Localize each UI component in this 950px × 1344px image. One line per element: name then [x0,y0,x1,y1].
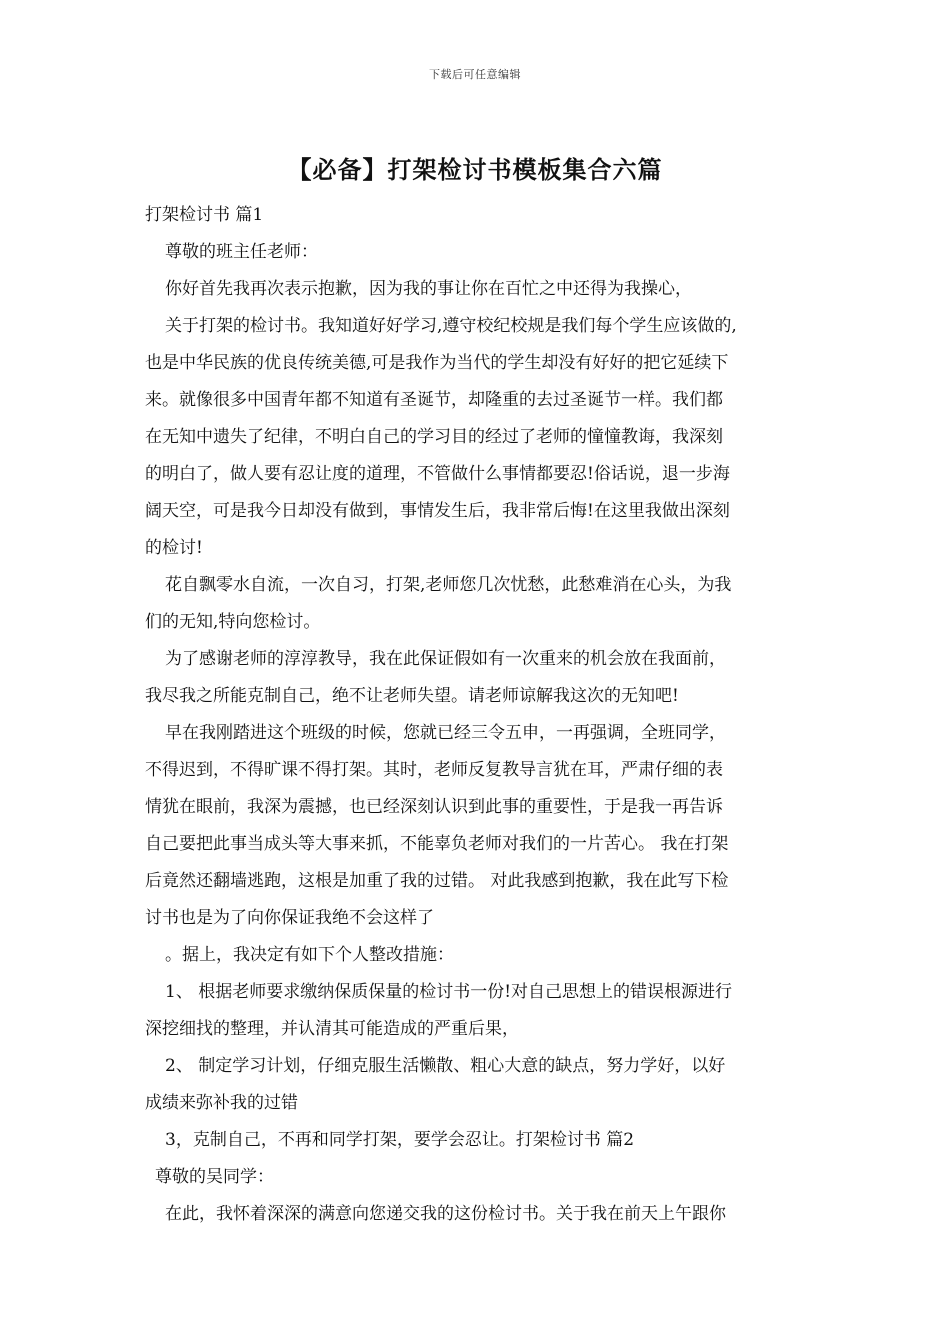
body-line: 的明白了，做人要有忍让度的道理，不管做什么事情都要忍!俗话说，退一步海 [145,464,730,484]
body-line: 的检讨! [145,538,203,558]
body-line: 来。就像很多中国青年都不知道有圣诞节，却隆重的去过圣诞节一样。我们都 [145,390,723,410]
body-line: 情犹在眼前，我深为震撼，也已经深刻认识到此事的重要性，于是我一再告诉 [145,797,723,817]
body-line: 不得迟到，不得旷课不得打架。其时，老师反复教导言犹在耳，严肃仔细的表 [145,760,723,780]
body-line: 2、 制定学习计划，仔细克服生活懒散、粗心大意的缺点，努力学好，以好 [165,1056,726,1076]
body-line: 尊敬的班主任老师： [165,242,318,262]
body-line: 深挖细找的整理，并认清其可能造成的严重后果， [145,1019,519,1039]
body-line: 们的无知,特向您检讨。 [145,612,321,632]
document-body [145,197,813,1233]
body-line: 关于打架的检讨书。我知道好好学习,遵守校纪校规是我们每个学生应该做的, [165,316,737,336]
body-line: 阔天空，可是我今日却没有做到，事情发生后，我非常后悔!在这里我做出深刻 [145,501,730,521]
body-line: 在此，我怀着深深的满意向您递交我的这份检讨书。关于我在前天上午跟你 [165,1204,726,1224]
body-line: 尊敬的吴同学： [155,1167,274,1187]
body-line: 1、 根据老师要求缴纳保质保量的检讨书一份!对自己思想上的错误根源进行 [165,982,733,1002]
body-line: 讨书也是为了向你保证我绝不会这样了 [145,908,434,928]
page-header-note: 下载后可任意编辑 [429,68,521,81]
body-line: 为了感谢老师的淳淳教导，我在此保证假如有一次重来的机会放在我面前， [165,649,726,669]
body-line: 。据上，我决定有如下个人整改措施： [165,945,454,965]
body-line: 自己要把此事当成头等大事来抓，不能辜负老师对我们的一片苦心。 我在打架 [145,834,729,854]
body-line: 花自飘零水自流，一次自习，打架,老师您几次忧愁，此愁难消在心头，为我 [165,575,732,595]
body-line: 后竟然还翻墙逃跑，这根是加重了我的过错。 对此我感到抱歉，我在此写下检 [145,871,729,891]
body-line: 你好首先我再次表示抱歉，因为我的事让你在百忙之中还得为我操心， [165,279,692,299]
body-line: 成绩来弥补我的过错 [145,1093,298,1113]
body-line: 也是中华民族的优良传统美德,可是我作为当代的学生却没有好好的把它延续下 [145,353,729,373]
body-line: 在无知中遗失了纪律，不明白自己的学习目的经过了老师的憧憧教诲，我深刻 [145,427,723,447]
body-line: 早在我刚踏进这个班级的时候，您就已经三令五申，一再强调，全班同学， [165,723,726,743]
document-title: 【必备】打架检讨书模板集合六篇 [287,155,663,184]
body-line: 打架检讨书 篇1 [145,205,264,225]
body-line: 我尽我之所能克制自己，绝不让老师失望。请老师谅解我这次的无知吧! [145,686,679,706]
body-line: 3，克制自己，不再和同学打架，要学会忍让。打架检讨书 篇2 [165,1130,635,1150]
